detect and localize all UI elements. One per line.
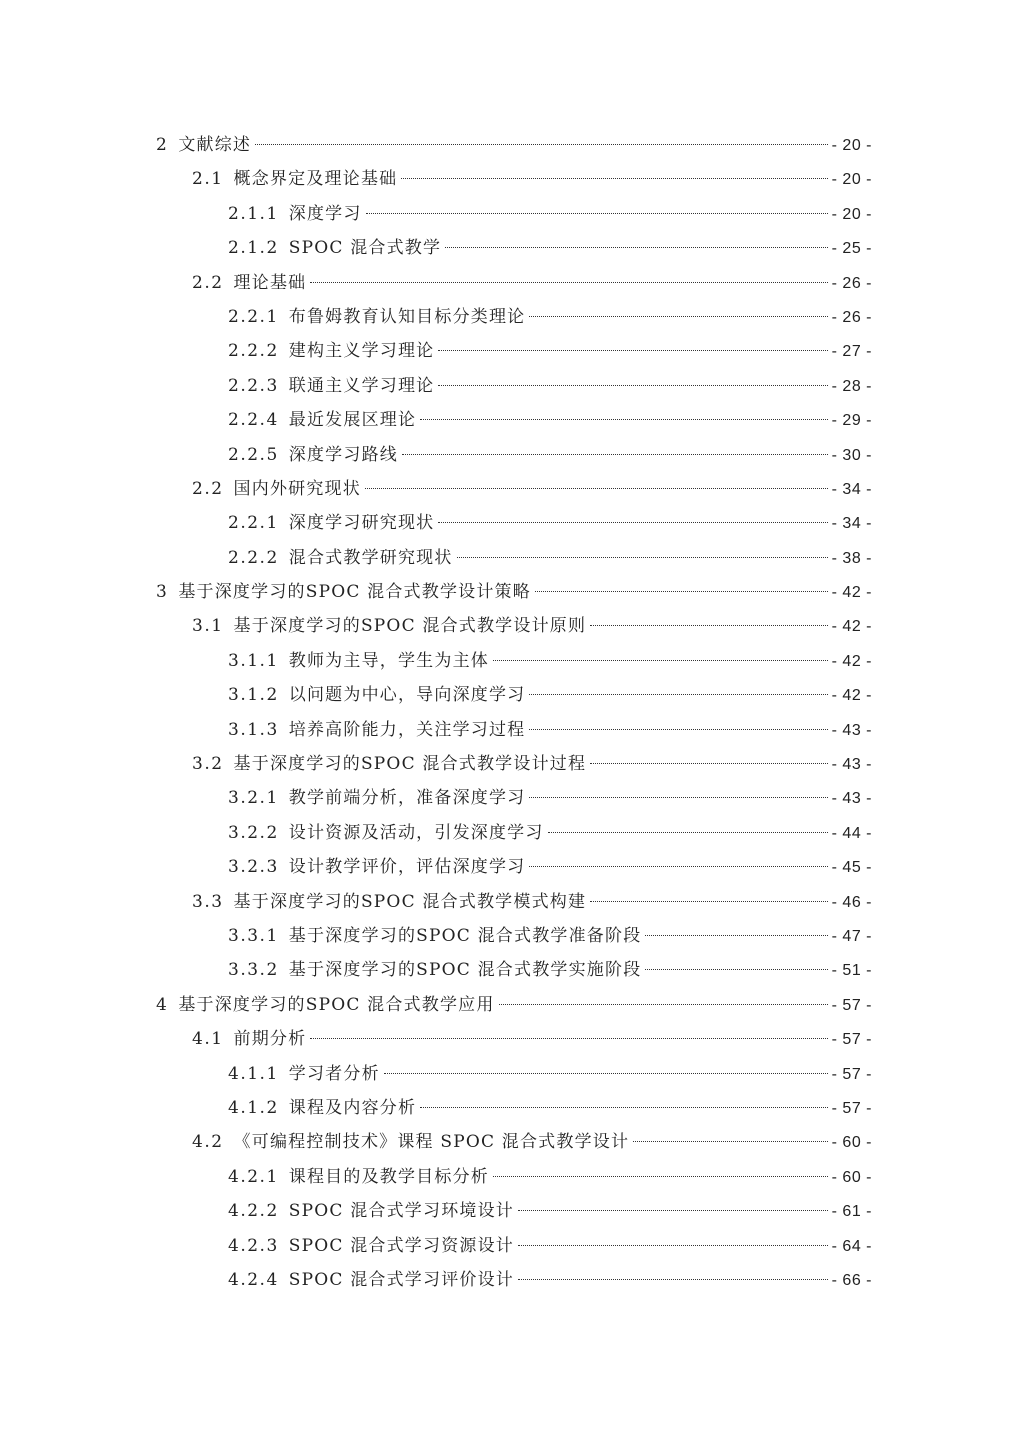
toc-entry-title: SPOC 混合式学习评价设计 [288,1269,514,1290]
toc-entry-page-number: - 34 - [831,480,872,498]
toc-dot-leader [590,762,827,764]
toc-entry[interactable] [156,1263,872,1297]
toc-dot-leader [366,212,828,214]
toc-dot-leader [402,453,828,455]
toc-entry[interactable] [156,472,872,506]
toc-dot-leader [401,177,827,179]
toc-entry-title: 混合式教学研究现状 [288,547,453,568]
toc-entry[interactable] [156,747,872,781]
toc-entry[interactable] [156,162,872,196]
toc-entry[interactable] [156,816,872,850]
toc-dot-leader [645,934,827,936]
toc-dot-leader [590,624,827,626]
toc-entry-page-number: - 27 - [831,343,872,361]
toc-entry-page-number: - 45 - [831,859,872,877]
toc-entry-page-number: - 61 - [831,1203,872,1221]
toc-dot-leader [633,1140,827,1142]
toc-entry-title: 基于深度学习的SPOC 混合式教学实施阶段 [288,960,642,981]
toc-entry-page-number: - 42 - [831,584,872,602]
toc-entry[interactable] [156,369,872,403]
toc-dot-leader [457,556,828,558]
toc-dot-leader [529,796,827,798]
toc-entry-title: 《可编程控制技术》课程 SPOC 混合式教学设计 [233,1132,630,1153]
toc-dot-leader [548,831,828,833]
toc-entry-page-number: - 44 - [831,824,872,842]
toc-entry-title: 概念界定及理论基础 [233,169,398,190]
toc-entry-title: SPOC 混合式教学 [288,238,442,259]
toc-entry[interactable] [156,197,872,231]
toc-entry-number: 3.3 [192,891,224,912]
toc-entry-number: 4.1 [192,1029,224,1050]
toc-dot-leader [255,143,828,145]
toc-dot-leader [445,246,827,248]
toc-entry[interactable] [156,1160,872,1194]
toc-entry-title: 以问题为中心，导向深度学习 [288,685,526,706]
toc-entry[interactable] [156,300,872,334]
toc-entry[interactable] [156,438,872,472]
toc-entry-number: 4.2.2 [228,1201,279,1222]
toc-entry-page-number: - 43 - [831,756,872,774]
toc-entry-page-number: - 51 - [831,962,872,980]
toc-entry-number: 2.2 [192,478,224,499]
toc-entry-title: 基于深度学习的SPOC 混合式教学应用 [178,994,495,1015]
toc-entry[interactable] [156,1229,872,1263]
toc-entry-title: 基于深度学习的SPOC 混合式教学准备阶段 [288,925,642,946]
toc-entry-number: 3.2.2 [228,822,279,843]
toc-entry-title: 学习者分析 [288,1063,380,1084]
toc-entry-page-number: - 57 - [831,1065,872,1083]
toc-entry-number: 4 [156,994,169,1015]
toc-entry[interactable] [156,1057,872,1091]
toc-entry-number: 2 [156,135,169,155]
toc-entry-number: 3 [156,582,169,603]
toc-entry[interactable] [156,1125,872,1159]
toc-entry-title: 联通主义学习理论 [288,375,435,396]
toc-entry-title: 建构主义学习理论 [288,341,435,362]
toc-entry-number: 2.1.2 [228,238,279,259]
toc-entry-page-number: - 43 - [831,721,872,739]
toc-entry-number: 4.1.1 [228,1063,279,1084]
toc-entry-title: 前期分析 [233,1029,307,1050]
toc-entry-page-number: - 20 - [831,137,872,154]
toc-dot-leader [420,1106,827,1108]
toc-entry[interactable] [156,1091,872,1125]
toc-entry-number: 3.1.2 [228,685,279,706]
toc-entry-title: 深度学习 [288,203,362,224]
toc-entry-page-number: - 26 - [831,308,872,326]
toc-entry-page-number: - 47 - [831,927,872,945]
toc-dot-leader [518,1209,828,1211]
toc-entry-title: 国内外研究现状 [233,478,361,499]
toc-entry-number: 3.1 [192,616,224,637]
toc-entry-page-number: - 30 - [831,446,872,464]
toc-dot-leader [365,487,828,489]
toc-entry-title: 基于深度学习的SPOC 混合式教学设计策略 [178,582,531,603]
toc-dot-leader [493,659,828,661]
toc-entry-page-number: - 42 - [831,618,872,636]
toc-dot-leader [420,418,827,420]
toc-entry-title: 教学前端分析，准备深度学习 [288,788,526,809]
toc-entry-title: 基于深度学习的SPOC 混合式教学设计原则 [233,616,587,637]
toc-entry-title: 课程目的及教学目标分析 [288,1166,489,1187]
toc-entry-number: 3.3.1 [228,925,279,946]
toc-entry-title: SPOC 混合式学习资源设计 [288,1235,514,1256]
toc-entry-page-number: - 20 - [831,171,872,189]
toc-entry-page-number: - 34 - [831,515,872,533]
toc-entry-page-number: - 57 - [831,1031,872,1049]
toc-entry[interactable] [156,919,872,953]
toc-entry-title: 课程及内容分析 [288,1097,417,1118]
toc-entry-number: 2.2.1 [228,306,279,327]
toc-entry-page-number: - 60 - [831,1134,872,1152]
toc-entry-title: SPOC 混合式学习环境设计 [288,1201,514,1222]
toc-entry-title: 理论基础 [233,272,307,293]
toc-entry[interactable] [156,988,872,1022]
toc-entry-page-number: - 66 - [831,1271,872,1289]
toc-dot-leader [529,728,827,730]
toc-entry-number: 4.2.3 [228,1235,279,1256]
toc-entry-number: 2.1 [192,169,224,190]
toc-entry[interactable] [156,1194,872,1228]
toc-entry[interactable] [156,231,872,265]
toc-entry-page-number: - 42 - [831,652,872,670]
toc-entry-title: 布鲁姆教育认知目标分类理论 [288,306,526,327]
toc-dot-leader [499,1003,828,1005]
toc-entry[interactable] [156,678,872,712]
toc-entry-number: 3.3.2 [228,960,279,981]
toc-entry-title: 深度学习路线 [288,444,398,465]
toc-entry-number: 4.2.1 [228,1166,279,1187]
toc-entry-title: 基于深度学习的SPOC 混合式教学模式构建 [233,891,587,912]
toc-entry[interactable] [156,334,872,368]
toc-entry-number: 3.1.3 [228,719,279,740]
toc-entry-page-number: - 43 - [831,790,872,808]
toc-dot-leader [438,384,827,386]
toc-entry-number: 2.2.1 [228,513,279,534]
toc-entry[interactable] [156,609,872,643]
toc-entry-page-number: - 42 - [831,687,872,705]
toc-entry[interactable] [156,266,872,300]
toc-dot-leader [438,521,827,523]
toc-entry-page-number: - 25 - [831,240,872,258]
toc-entry-title: 教师为主导，学生为主体 [288,650,489,671]
toc-entry[interactable] [156,128,872,162]
toc-entry-number: 2.2.5 [228,444,279,465]
toc-entry[interactable] [156,885,872,919]
toc-entry-page-number: - 20 - [831,205,872,223]
toc-entry[interactable] [156,541,872,575]
toc-entry-title: 文献综述 [178,135,252,155]
toc-entry-number: 3.2 [192,754,224,775]
toc-entry-title: 最近发展区理论 [288,410,417,431]
toc-entry[interactable] [156,644,872,678]
toc-entry-number: 2.2.2 [228,341,279,362]
toc-entry-page-number: - 46 - [831,893,872,911]
toc-entry-page-number: - 28 - [831,377,872,395]
toc-entry-page-number: - 60 - [831,1168,872,1186]
toc-entry-number: 4.1.2 [228,1097,279,1118]
toc-entry-title: 设计资源及活动，引发深度学习 [288,822,544,843]
toc-entry[interactable] [156,1022,872,1056]
toc-dot-leader [518,1244,828,1246]
toc-entry-page-number: - 26 - [831,274,872,292]
toc-entry-page-number: - 64 - [831,1237,872,1255]
toc-entry-title: 基于深度学习的SPOC 混合式教学设计过程 [233,754,587,775]
toc-entry-title: 培养高阶能力，关注学习过程 [288,719,526,740]
toc-entry-title: 深度学习研究现状 [288,513,435,534]
toc-entry[interactable] [156,506,872,540]
toc-entry[interactable] [156,713,872,747]
toc-entry[interactable] [156,403,872,437]
toc-entry[interactable] [156,953,872,987]
toc-entry-page-number: - 57 - [831,1099,872,1117]
toc-entry-page-number: - 29 - [831,412,872,430]
toc-entry-page-number: - 57 - [831,996,872,1014]
toc-entry-number: 2.2 [192,272,224,293]
toc-dot-leader [310,1037,827,1039]
toc-dot-leader [535,590,828,592]
toc-dot-leader [645,968,827,970]
toc-entry-number: 2.1.1 [228,203,279,224]
table-of-contents [156,128,872,1297]
toc-entry[interactable] [156,781,872,815]
toc-entry-title: 设计教学评价，评估深度学习 [288,857,526,878]
toc-entry-number: 4.2 [192,1132,224,1153]
toc-entry-number: 3.2.1 [228,788,279,809]
toc-entry-page-number: - 38 - [831,549,872,567]
toc-entry[interactable] [156,850,872,884]
toc-entry-number: 2.2.3 [228,375,279,396]
toc-entry-number: 2.2.4 [228,410,279,431]
toc-dot-leader [590,900,827,902]
toc-dot-leader [310,281,827,283]
toc-entry-number: 4.2.4 [228,1269,279,1290]
toc-entry-number: 2.2.2 [228,547,279,568]
toc-entry-number: 3.2.3 [228,857,279,878]
toc-dot-leader [438,349,827,351]
toc-dot-leader [384,1072,828,1074]
toc-dot-leader [518,1278,828,1280]
toc-dot-leader [529,865,827,867]
toc-dot-leader [529,315,827,317]
toc-entry-number: 3.1.1 [228,650,279,671]
toc-dot-leader [493,1175,828,1177]
toc-dot-leader [529,693,827,695]
toc-entry[interactable] [156,575,872,609]
